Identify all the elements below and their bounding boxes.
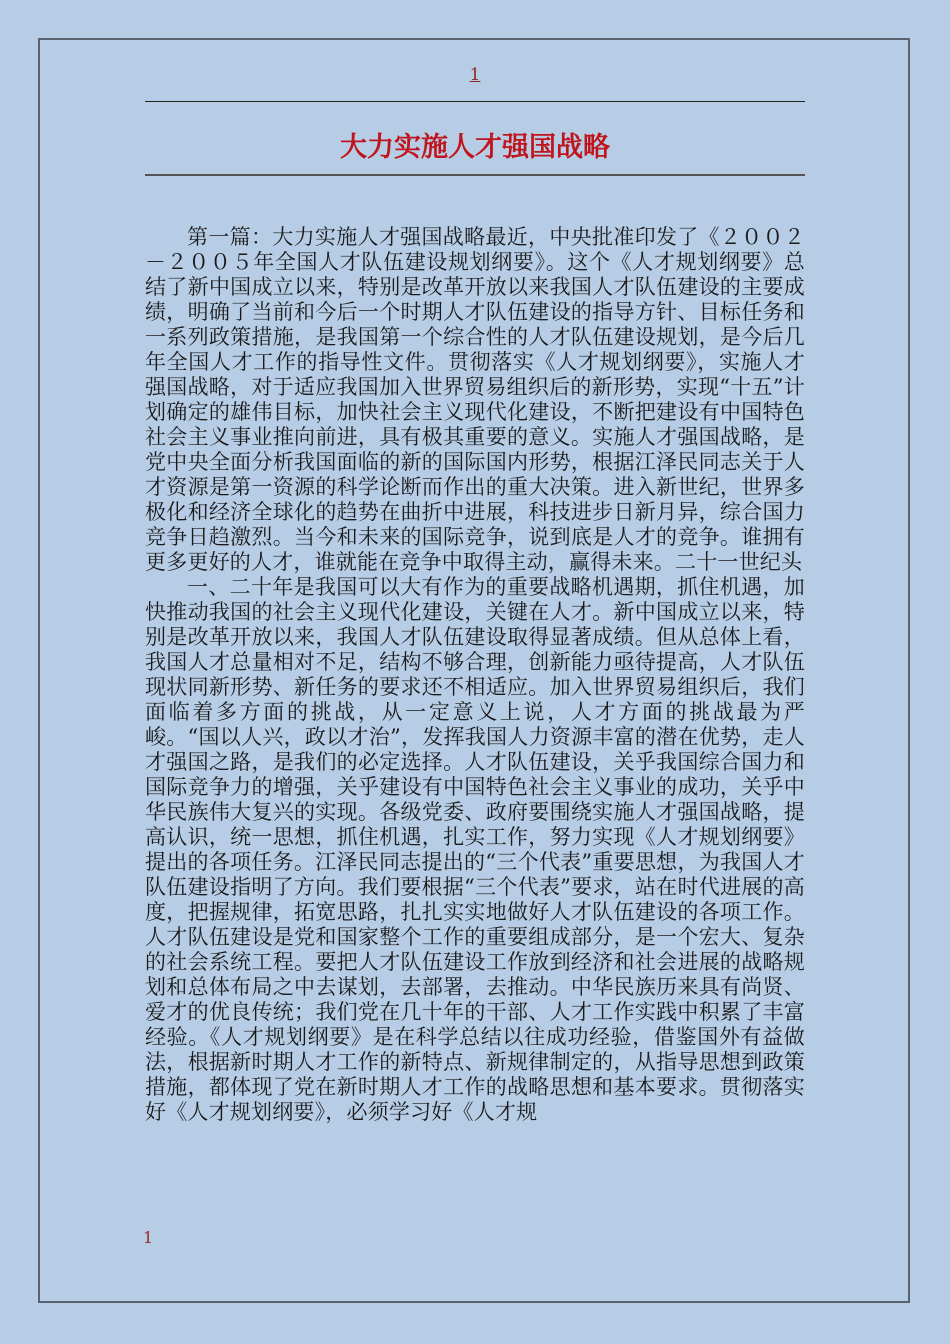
paragraph-1: 第一篇：大力实施人才强国战略最近，中央批准印发了《２００２－２００５年全国人才队伍建设规划纲要》。这个《人才规划纲要》总结了新中国成立以来，特别是改革开放以来我国人才队伍建设的主要成绩，明确了当前和今后一个时期人才队伍建设的指导方针、目标任务和一系列政策措施，是我国第一个综合性的人才队伍建设规划，是今后几年全国人才工作的指导性文件。贯彻落实《人才规划纲要》，实施人才强国战略，对于适应我国加入世界贸易组织后的新形势，实现“十五”计划确定的雄伟目标，加快社会主义现代化建设，不断把建设有中国特色社会主义事业推向前进，具有极其重要的意义。实施人才强国战略，是党中央全面分析我国面临的新的国际国内形势，根据江泽民同志关于人才资源是第一资源的科学论断而作出的重大决策。进入新世纪，世界多极化和经济全球化的趋势在曲折中进展，科技进步日新月异，综合国力竞争日趋激烈。当今和未来的国际竞争，说到底是人才的竞争。谁拥有更多更好的人才，谁就能在竞争中取得主动，赢得未来。二十一世纪头: [145, 225, 805, 574]
footer-page-number: 1: [143, 1228, 154, 1247]
paragraph-2: 一、二十年是我国可以大有作为的重要战略机遇期，抓住机遇，加快推动我国的社会主义现代化建设，关键在人才。新中国成立以来，特别是改革开放以来，我国人才队伍建设取得显著成绩。但从总体上看，我国人才总量相对不足，结构不够合理，创新能力亟待提高，人才队伍现状同新形势、新任务的要求还不相适应。加入世界贸易组织后，我们面临着多方面的挑战，从一定意义上说，人才方面的挑战最为严峻。“国以人兴，政以才治”，发挥我国人力资源丰富的潜在优势，走人才强国之路，是我们的必定选择。人才队伍建设，关乎我国综合国力和国际竞争力的增强，关乎建设有中国特色社会主义事业的成功，关乎中华民族伟大复兴的实现。各级党委、政府要围绕实施人才强国战略，提高认识，统一思想，抓住机遇，扎实工作，努力实现《人才规划纲要》提出的各项任务。江泽民同志提出的“三个代表”重要思想，为我国人才队伍建设指明了方向。我们要根据“三个代表”要求，站在时代进展的高度，把握规律，拓宽思路，扎扎实实地做好人才队伍建设的各项工作。人才队伍建设是党和国家整个工作的重要组成部分，是一个宏大、复杂的社会系统工程。要把人才队伍建设工作放到经济和社会进展的战略规划和总体布局之中去谋划，去部署，去推动。中华民族历来具有尚贤、爱才的优良传统；我们党在几十年的干部、人才工作实践中积累了丰富经验。《人才规划纲要》是在科学总结以往成功经验，借鉴国外有益做法，根据新时期人才工作的新特点、新规律制定的，从指导思想到政策措施，都体现了党在新时期人才工作的战略思想和基本要求。贯彻落实好《人才规划纲要》，必须学习好《人才规: [145, 575, 805, 1124]
title-rule: [145, 174, 805, 176]
header-rule: [145, 101, 805, 102]
header-page-number: 1: [469, 65, 481, 85]
document-title: 大力实施人才强国战略: [340, 132, 610, 163]
document-body: [145, 225, 805, 1125]
